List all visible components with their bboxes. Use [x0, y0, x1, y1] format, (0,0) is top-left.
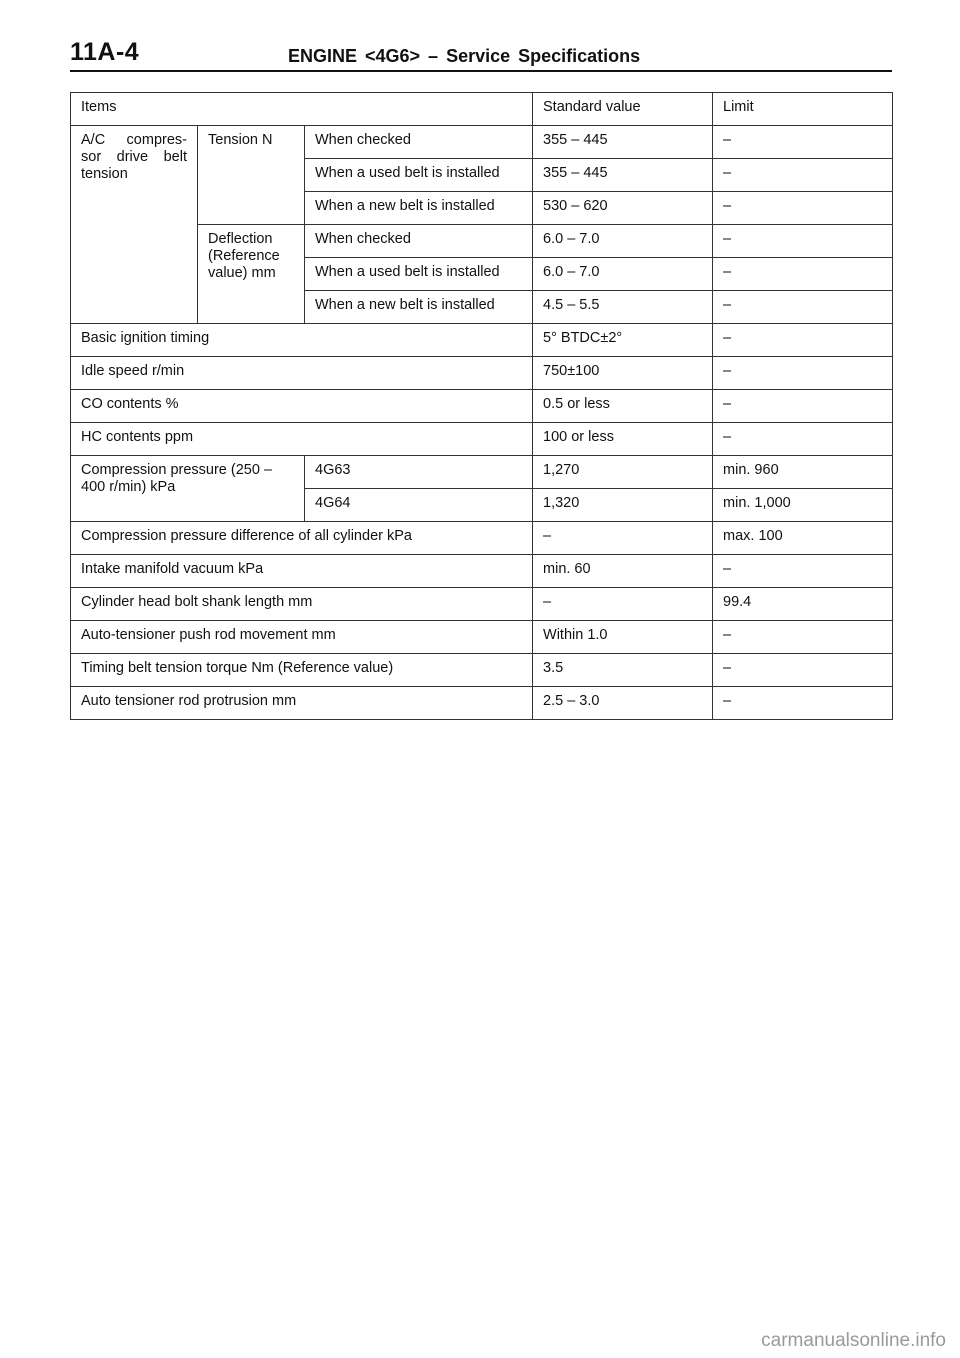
standard-value-cell: 6.0 – 7.0 — [533, 225, 713, 258]
condition-cell: When a new belt is installed — [305, 192, 533, 225]
section-title: ENGINE <4G6> – Service Specifications — [288, 46, 641, 66]
limit-cell: min. 1,000 — [713, 489, 893, 522]
condition-cell: When a used belt is installed — [305, 159, 533, 192]
header-rule — [70, 70, 892, 72]
table-header-row — [71, 93, 893, 126]
table-row — [71, 555, 893, 588]
item-cell: HC contents ppm — [71, 423, 533, 456]
standard-value-cell: Within 1.0 — [533, 621, 713, 654]
item-cell: Basic ignition timing — [71, 324, 533, 357]
watermark-link[interactable]: carmanualsonline.info — [761, 1330, 946, 1351]
limit-cell: – — [713, 687, 893, 720]
compression-pressure-label: Compression pressure (250 – 400 r/min) kPa — [71, 456, 305, 522]
page-header — [70, 36, 892, 72]
service-spec-table — [70, 92, 893, 720]
condition-cell: When a new belt is installed — [305, 291, 533, 324]
standard-value-cell: 750±100 — [533, 357, 713, 390]
limit-cell: – — [713, 225, 893, 258]
standard-value-cell: – — [533, 522, 713, 555]
item-cell: CO contents % — [71, 390, 533, 423]
standard-value-cell: 4.5 – 5.5 — [533, 291, 713, 324]
limit-cell: min. 960 — [713, 456, 893, 489]
table-row — [71, 687, 893, 720]
standard-value-cell: 530 – 620 — [533, 192, 713, 225]
condition-cell: When a used belt is installed — [305, 258, 533, 291]
standard-value-cell: 3.5 — [533, 654, 713, 687]
standard-value-cell: 100 or less — [533, 423, 713, 456]
table-row — [71, 522, 893, 555]
table-row — [71, 621, 893, 654]
standard-value-cell: 5° BTDC±2° — [533, 324, 713, 357]
limit-cell: 99.4 — [713, 588, 893, 621]
tension-label: Tension N — [198, 126, 305, 225]
standard-value-cell: 0.5 or less — [533, 390, 713, 423]
table-row — [71, 357, 893, 390]
item-cell: Intake manifold vacuum kPa — [71, 555, 533, 588]
table-row — [71, 588, 893, 621]
limit-cell: – — [713, 159, 893, 192]
model-cell: 4G63 — [305, 456, 533, 489]
page-number: 11A-4 — [70, 38, 140, 66]
limit-cell: – — [713, 423, 893, 456]
limit-cell: max. 100 — [713, 522, 893, 555]
column-header-standard: Standard value — [533, 93, 713, 126]
limit-cell: – — [713, 126, 893, 159]
table-row — [71, 324, 893, 357]
standard-value-cell: 2.5 – 3.0 — [533, 687, 713, 720]
standard-value-cell: 1,320 — [533, 489, 713, 522]
column-header-limit: Limit — [713, 93, 893, 126]
model-cell: 4G64 — [305, 489, 533, 522]
standard-value-cell: – — [533, 588, 713, 621]
limit-cell: – — [713, 654, 893, 687]
standard-value-cell: min. 60 — [533, 555, 713, 588]
limit-cell: – — [713, 357, 893, 390]
limit-cell: – — [713, 324, 893, 357]
limit-cell: – — [713, 291, 893, 324]
standard-value-cell: 355 – 445 — [533, 159, 713, 192]
table-row — [71, 126, 893, 159]
item-cell: Timing belt tension torque Nm (Reference value) — [71, 654, 533, 687]
limit-cell: – — [713, 390, 893, 423]
table-row — [71, 456, 893, 489]
condition-cell: When checked — [305, 126, 533, 159]
standard-value-cell: 355 – 445 — [533, 126, 713, 159]
standard-value-cell: 6.0 – 7.0 — [533, 258, 713, 291]
column-header-items: Items — [71, 93, 533, 126]
item-cell: Auto-tensioner push rod movement mm — [71, 621, 533, 654]
table-row — [71, 423, 893, 456]
limit-cell: – — [713, 258, 893, 291]
deflection-label: Deflection (Reference value) mm — [198, 225, 305, 324]
ac-belt-tension-label: A/C compres- sor drive belt tension — [71, 126, 198, 324]
limit-cell: – — [713, 621, 893, 654]
limit-cell: – — [713, 555, 893, 588]
table-row — [71, 654, 893, 687]
item-cell: Compression pressure difference of all cylinder kPa — [71, 522, 533, 555]
condition-cell: When checked — [305, 225, 533, 258]
item-cell: Auto tensioner rod protrusion mm — [71, 687, 533, 720]
standard-value-cell: 1,270 — [533, 456, 713, 489]
table-row — [71, 390, 893, 423]
item-cell: Cylinder head bolt shank length mm — [71, 588, 533, 621]
limit-cell: – — [713, 192, 893, 225]
item-cell: Idle speed r/min — [71, 357, 533, 390]
